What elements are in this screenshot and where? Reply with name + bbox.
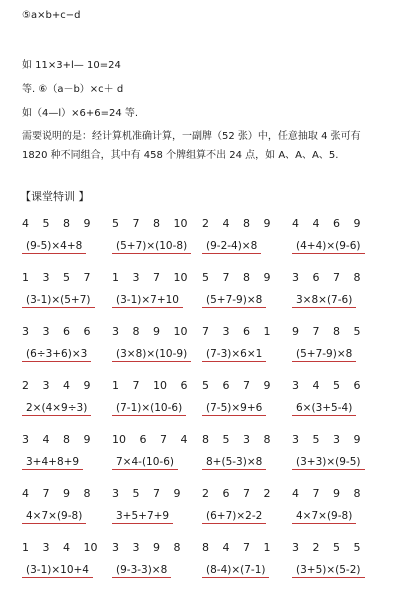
problem-answer: (6÷3+6)×3 (22, 348, 91, 362)
problem-numbers: 8 5 3 8 (202, 432, 271, 446)
formula-5: ⑤a×b+c−d (22, 10, 81, 21)
example-2: 如（4—l）×6+6=24 等. (22, 108, 139, 119)
problem-answer: (7-5)×9+6 (202, 402, 266, 416)
problem-answer: 3+4+8+9 (22, 456, 83, 470)
problem-row (22, 266, 382, 320)
problem-row (22, 536, 382, 590)
problem-answer: (4+4)×(9-6) (292, 240, 365, 254)
problem-answer: (9-2-4)×8 (202, 240, 261, 254)
problem-numbers: 1 7 10 6 (112, 378, 188, 392)
problem-answer: (3+5)×(5-2) (292, 564, 365, 578)
problem-answer: 4×7×(9-8) (292, 510, 356, 524)
section-title: 【课堂特训 】 (20, 190, 90, 203)
problem-numbers: 3 3 6 6 (22, 324, 91, 338)
problem-numbers: 2 3 4 9 (22, 378, 91, 392)
problem-row (22, 482, 382, 536)
formula-6: 等. ⑥（a－b）×c＋ d (22, 84, 124, 95)
problem-answer: (7-1)×(10-6) (112, 402, 186, 416)
problem-answer: (9-5)×4+8 (22, 240, 86, 254)
problem-row (22, 428, 382, 482)
problem-answer: (3×8)×(10-9) (112, 348, 191, 362)
problem-answer: (5+7-9)×8 (292, 348, 356, 362)
problem-numbers: 3 8 9 10 (112, 324, 188, 338)
problem-numbers: 2 4 8 9 (202, 216, 271, 230)
problem-numbers: 3 6 7 8 (292, 270, 361, 284)
problem-answer: 4×7×(9-8) (22, 510, 86, 524)
problem-numbers: 3 4 8 9 (22, 432, 91, 446)
problem-numbers: 4 4 6 9 (292, 216, 361, 230)
problem-numbers: 7 3 6 1 (202, 324, 271, 338)
problem-answer: 8+(5-3)×8 (202, 456, 266, 470)
problem-numbers: 4 5 8 9 (22, 216, 91, 230)
problem-answer: (7-3)×6×1 (202, 348, 266, 362)
problem-numbers: 9 7 8 5 (292, 324, 361, 338)
problem-numbers: 1 3 4 10 (22, 540, 98, 554)
problem-answer: 3+5+7+9 (112, 510, 173, 524)
problem-answer: (5+7)×(10-8) (112, 240, 191, 254)
problem-numbers: 5 7 8 9 (202, 270, 271, 284)
problem-row (22, 320, 382, 374)
problem-answer: (3-1)×7+10 (112, 294, 183, 308)
problem-row (22, 212, 382, 266)
problem-answer: (3+3)×(9-5) (292, 456, 365, 470)
problem-answer: 7×4-(10-6) (112, 456, 178, 470)
problem-numbers: 8 4 7 1 (202, 540, 271, 554)
problem-numbers: 5 7 8 10 (112, 216, 188, 230)
example-1: 如 11×3+l— 10=24 (22, 60, 121, 71)
problem-numbers: 3 2 5 5 (292, 540, 361, 554)
problem-numbers: 3 4 5 6 (292, 378, 361, 392)
problem-numbers: 3 3 9 8 (112, 540, 181, 554)
explanation-paragraph: 需要说明的是：经计算机准确计算，一副牌（52 张）中，任意抽取 4 张可有 1820 种不同组合，其中有 458 个牌组算不出 24 点，如 A、A、A、5. (22, 131, 361, 161)
problem-numbers: 4 7 9 8 (22, 486, 91, 500)
problem-numbers: 4 7 9 8 (292, 486, 361, 500)
problem-numbers: 10 6 7 4 (112, 432, 188, 446)
problem-answer: (8-4)×(7-1) (202, 564, 269, 578)
problem-answer: 3×8×(7-6) (292, 294, 356, 308)
problem-numbers: 1 3 7 10 (112, 270, 188, 284)
problem-numbers: 1 3 5 7 (22, 270, 91, 284)
problem-numbers: 3 5 3 9 (292, 432, 361, 446)
problem-answer: (3-1)×10+4 (22, 564, 93, 578)
problem-numbers: 2 6 7 2 (202, 486, 271, 500)
problem-answer: (3-1)×(5+7) (22, 294, 95, 308)
practice-grid (22, 212, 382, 590)
problem-numbers: 5 6 7 9 (202, 378, 271, 392)
problem-row (22, 374, 382, 428)
problem-answer: 2×(4×9÷3) (22, 402, 91, 416)
problem-answer: 6×(3+5-4) (292, 402, 356, 416)
problem-answer: (9-3-3)×8 (112, 564, 171, 578)
problem-answer: (5+7-9)×8 (202, 294, 266, 308)
problem-numbers: 3 5 7 9 (112, 486, 181, 500)
problem-answer: (6+7)×2-2 (202, 510, 266, 524)
